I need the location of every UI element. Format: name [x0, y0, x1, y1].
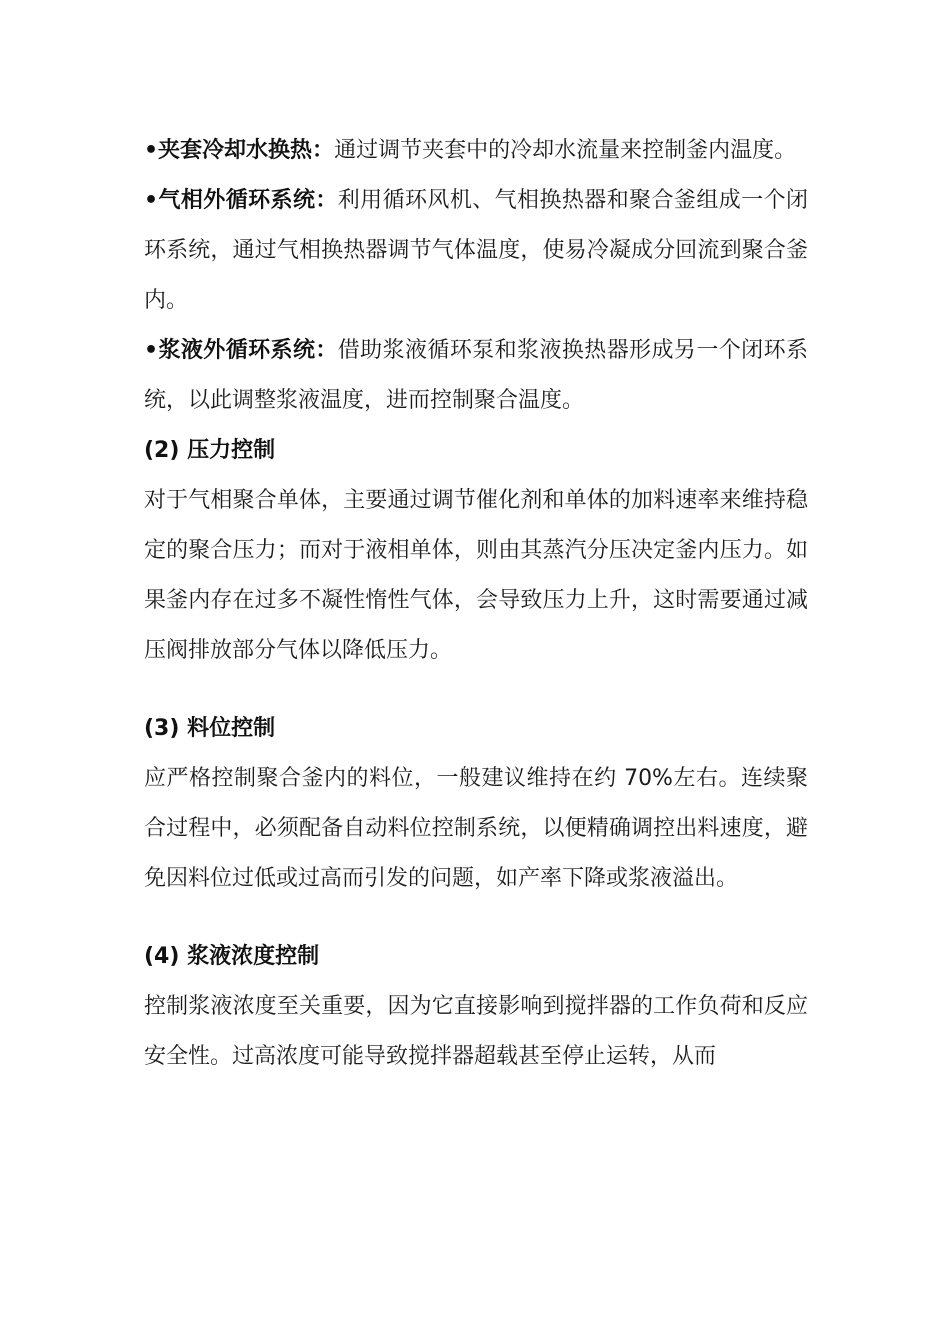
bullet-label: •浆液外循环系统：	[144, 338, 338, 363]
spacer	[144, 904, 808, 932]
bullet-text: 借助浆液循环泵和浆液换热器形成另一个闭环系统，以此调整浆液温度，进而控制聚合温度。	[144, 338, 808, 413]
document-page	[144, 126, 808, 1082]
section-body-pressure: 对于气相聚合单体，主要通过调节催化剂和单体的加料速率来维持稳定的聚合压力；而对于液相单体，则由其蒸汽分压决定釜内压力。如果釜内存在过多不凝性惰性气体，会导致压力上升，这时需要通过减压阀排放部分气体以降低压力。	[144, 488, 808, 663]
section-heading-concentration: (4) 浆液浓度控制	[144, 944, 320, 969]
spacer	[144, 676, 808, 704]
bullet-text: 利用循环风机、气相换热器和聚合釜组成一个闭环系统，通过气相换热器调节气体温度，使易冷凝成分回流到聚合釜内。	[144, 188, 808, 313]
section-heading-pressure: (2) 压力控制	[144, 438, 276, 463]
section-body-level: 应严格控制聚合釜内的料位，一般建议维持在约 70%左右。连续聚合过程中，必须配备自动料位控制系统，以便精确调控出料速度，避免因料位过低或过高而引发的问题，如产率下降或浆液溢出。	[144, 766, 808, 891]
bullet-text: 通过调节夹套中的冷却水流量来控制釜内温度。	[334, 138, 797, 163]
bullet-label: •夹套冷却水换热：	[144, 138, 335, 163]
bullet-label: •气相外循环系统：	[144, 188, 338, 213]
bullet-slurry-circulation	[144, 326, 808, 426]
bullet-gas-circulation	[144, 176, 808, 326]
section-heading-level: (3) 料位控制	[144, 716, 276, 741]
bullet-jacket-cooling	[144, 126, 808, 176]
section-body-concentration: 控制浆液浓度至关重要，因为它直接影响到搅拌器的工作负荷和反应安全性。过高浓度可能导致搅拌器超载甚至停止运转，从而	[144, 994, 808, 1069]
